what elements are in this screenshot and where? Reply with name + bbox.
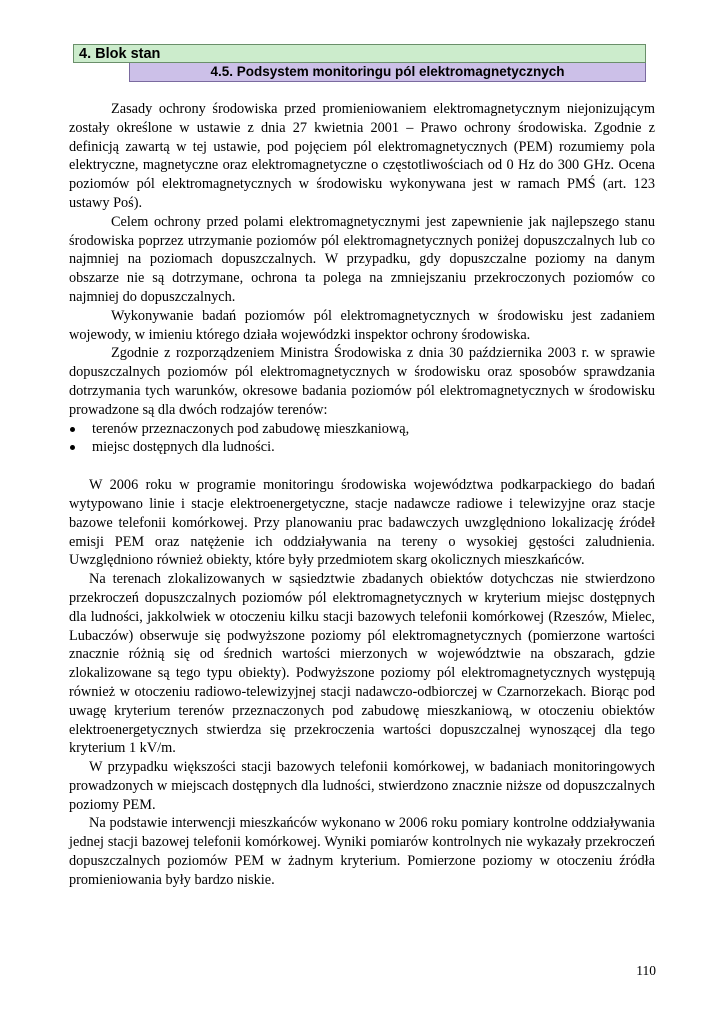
subsection-heading: 4.5. Podsystem monitoringu pól elektromagnetycznych: [129, 63, 646, 82]
terrain-types-list: [69, 420, 655, 458]
list-item: miejsc dostępnych dla ludności.: [69, 438, 655, 457]
list-item: terenów przeznaczonych pod zabudowę mieszkaniową,: [69, 420, 655, 439]
section-heading: 4. Blok stan: [73, 44, 646, 63]
paragraph-protection-goal: Celem ochrony przed polami elektromagnetycznymi jest zapewnienie jak najlepszego stanu środowiska poprzez utrzymanie poziomów pól elektromagnetycznych poniżej dopuszczalnych lub co najmniej na poziomach dopuszczalnych. W przypadku, gdy dopuszczalne poziomy na danym obszarze nie są dotrzymane, ochrona ta polega na zmniejszaniu przekroczonych poziomów co najmniej do dopuszczalnych.: [69, 213, 655, 305]
body-text: [69, 100, 655, 890]
page-number: 110: [636, 963, 656, 978]
paragraph-regulation: Zgodnie z rozporządzeniem Ministra Środowiska z dnia 30 października 2003 r. w sprawie dopuszczalnych poziomów pól elektromagnetycznych w środowisku oraz sposobów sprawdzania dotrzymania tych warunków, okresowe badania poziomów pól elektromagnetycznych w środowisku prowadzone są dla dwóch rodzajów terenów:: [69, 345, 655, 418]
bullet-icon: [70, 427, 75, 432]
paragraph-control-measurements: Na podstawie interwencji mieszkańców wykonano w 2006 roku pomiary kontrolne oddziaływania jednej stacji bazowej telefonii komórkowej. Wyniki pomiarów kontrolnych nie wykazały przekroczeń dopuszczalnych poziomów PEM w żadnym kryterium. Pomierzone poziomy w otoczeniu źródła promieniowania były bardzo niskie.: [69, 815, 655, 888]
paragraph-base-stations: W przypadku większości stacji bazowych telefonii komórkowej, w badaniach monitoringowych prowadzonych w miejscach dostępnych dla ludności, stwierdzono znacznie niższe od dopuszczalnych poziomy PEM.: [69, 759, 655, 813]
paragraph-2006-program: W 2006 roku w programie monitoringu środowiska województwa podkarpackiego do badań wytypowano linie i stacje elektroenergetyczne, stacje nadawcze radiowe i telewizyjne oraz stacje bazowe telefonii komórkowej. Przy planowaniu prac badawczych uwzględniono lokalizację źródeł emisji PEM oraz natężenie ich oddziaływania na tereny o wysokiej gęstości zaludnienia. Uwzględniono również obiekty, które były przedmiotem skarg okolicznych mieszkańców.: [69, 477, 655, 569]
paragraph-responsibility: Wykonywanie badań poziomów pól elektromagnetycznych w środowisku jest zadaniem wojewody, w imieniu którego działa wojewódzki inspektor ochrony środowiska.: [69, 307, 655, 343]
paragraph-findings: Na terenach zlokalizowanych w sąsiedztwie zbadanych obiektów dotychczas nie stwierdzono przekroczeń dopuszczalnych poziomów pól elektromagnetycznych w kryterium miejsc dostępnych dla ludności, jakkolwiek w otoczeniu kilku stacji bazowych telefonii komórkowej (Rzeszów, Mielec, Lubaczów) obserwuje się podwyższone poziomy pól elektromagnetycznych (pomierzone wartości znacznie różnią się od średnich wartości mierzonych w województwie na obszarach, gdzie zlokalizowane są tego typu obiekty). Podwyższone poziomy pól elektromagnetycznych występują również w otoczeniu radiowo-telewizyjnej stacji nadawczo-odbiorczej w Czarnorzekach. Biorąc pod uwagę kryterium terenów przeznaczonych pod zabudowę mieszkaniową, w otoczeniu obiektów elektroenergetycznych stwierdza się przekroczenia wartości dopuszczalnej wynoszącej dla tego kryterium 1 kV/m.: [69, 571, 655, 757]
paragraph-legal-basis: Zasady ochrony środowiska przed promieniowaniem elektromagnetycznym niejonizującym zostały określone w ustawie z dnia 27 kwietnia 2001 – Prawo ochrony środowiska. Zgodnie z definicją zawartą w tej ustawie, pod pojęciem pól elektromagnetycznych (PEM) rozumiemy pola elektryczne, magnetyczne oraz elektromagnetyczne o częstotliwościach od 0 Hz do 300 GHz. Ocena poziomów pól elektromagnetycznych w środowisku wykonywana jest w ramach PMŚ (art. 123 ustawy Poś).: [69, 101, 655, 211]
bullet-icon: [70, 445, 75, 450]
